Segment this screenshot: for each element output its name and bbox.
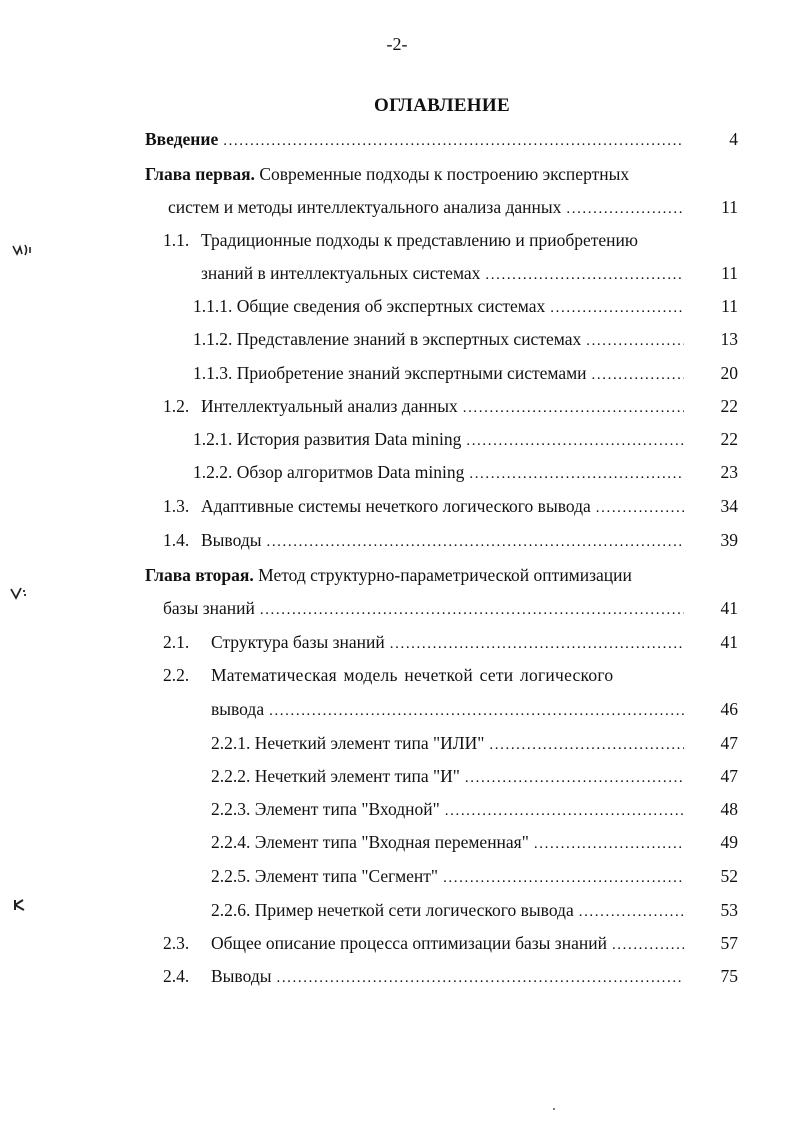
toc-subsection-2-2-3[interactable]: [211, 797, 684, 821]
section-1-3-page: 34: [720, 496, 738, 516]
section-1-1-page: 11: [721, 263, 738, 283]
toc-subsection-2-2-6[interactable]: [211, 898, 684, 922]
section-title-line2: знаний в интеллектуальных системах: [201, 263, 481, 283]
chapter-2-title-line2: базы знаний: [163, 598, 255, 618]
chapter-2-page: 41: [720, 598, 738, 618]
leader-dots: [465, 766, 684, 790]
subsection-label: 1.1.3. Приобретение знаний экспертными системами: [193, 363, 587, 383]
leader-dots: [592, 363, 684, 387]
section-number: 1.4.: [163, 530, 190, 550]
chapter-1-title-line2: систем и методы интеллектуального анализа данных: [168, 197, 562, 217]
section-label: Структура базы знаний: [211, 632, 385, 652]
subsection-2-2-5-page: 52: [720, 866, 738, 886]
toc-section-1-1-line2[interactable]: [201, 261, 684, 285]
toc-subsection-1-2-2[interactable]: [193, 460, 684, 484]
toc-subsection-1-1-3[interactable]: [193, 361, 684, 385]
leader-dots: [276, 966, 684, 990]
subsection-2-2-3-page: 48: [720, 799, 738, 819]
toc-section-1-2[interactable]: [163, 394, 684, 418]
section-number: 2.2.: [163, 665, 190, 685]
section-title-line2: вывода: [211, 699, 265, 719]
section-label: Общее описание процесса оптимизации базы знаний: [211, 933, 607, 953]
chapter-1-title-line1: Современные подходы к построению экспертных: [259, 164, 630, 184]
scan-mark: [12, 897, 32, 918]
leader-dots: [579, 900, 684, 924]
leader-dots: [266, 530, 684, 554]
leader-dots: [550, 296, 684, 320]
toc-chapter-2-line1[interactable]: [145, 563, 632, 587]
subsection-2-2-6-page: 53: [720, 900, 738, 920]
scan-mark: [11, 242, 35, 263]
toc-section-2-1[interactable]: [163, 630, 684, 654]
subsection-1-1-1-page: 11: [721, 296, 738, 316]
section-2-2-page: 46: [720, 699, 738, 719]
subsection-1-2-2-page: 23: [720, 462, 738, 482]
chapter-1-label: Глава первая.: [145, 164, 255, 184]
section-number: 2.1.: [163, 632, 190, 652]
toc-subsection-2-2-1[interactable]: [211, 731, 684, 755]
leader-dots: [269, 699, 684, 723]
chapter-1-page: 11: [721, 197, 738, 217]
toc-section-2-4[interactable]: [163, 964, 684, 988]
section-label: Адаптивные системы нечеткого логического вывода: [201, 496, 591, 516]
chapter-2-title-line1: Метод структурно-параметрической оптимизации: [258, 565, 632, 585]
section-number: 2.3.: [163, 933, 190, 953]
section-number: 1.1.: [163, 230, 190, 250]
chapter-2-label: Глава вторая.: [145, 565, 254, 585]
page-number: -2-: [386, 34, 408, 54]
section-number: 2.4.: [163, 966, 190, 986]
section-2-1-page: 41: [720, 632, 738, 652]
toc-chapter-1-line2[interactable]: [168, 195, 684, 219]
toc-entry-intro[interactable]: [145, 127, 684, 151]
scan-speck: [552, 1100, 556, 1116]
leader-dots: [566, 197, 684, 221]
subsection-label: 2.2.3. Элемент типа "Входной": [211, 799, 440, 819]
section-label: Выводы: [201, 530, 262, 550]
leader-dots: [223, 129, 684, 153]
leader-dots: [443, 866, 684, 890]
leader-dots: [469, 462, 684, 486]
section-title-line1: Математическая модель нечеткой сети логического: [211, 665, 614, 685]
leader-dots: [489, 733, 684, 757]
toc-subsection-1-1-2[interactable]: [193, 327, 684, 351]
toc-subsection-2-2-2[interactable]: [211, 764, 684, 788]
leader-dots: [612, 933, 684, 957]
subsection-label: 2.2.1. Нечеткий элемент типа "ИЛИ": [211, 733, 485, 753]
toc-section-2-3[interactable]: [163, 931, 684, 955]
leader-dots: [390, 632, 684, 656]
subsection-label: 1.2.2. Обзор алгоритмов Data mining: [193, 462, 465, 482]
subsection-2-2-4-page: 49: [720, 832, 738, 852]
section-1-2-page: 22: [720, 396, 738, 416]
toc-intro-label: Введение: [145, 129, 219, 149]
leader-dots: [534, 832, 684, 856]
subsection-label: 2.2.2. Нечеткий элемент типа "И": [211, 766, 460, 786]
toc-chapter-2-line2[interactable]: [163, 596, 684, 620]
toc-section-1-3[interactable]: [163, 494, 684, 518]
toc-title: ОГЛАВЛЕНИЕ: [374, 95, 510, 116]
subsection-label: 2.2.5. Элемент типа "Сегмент": [211, 866, 439, 886]
subsection-label: 1.1.1. Общие сведения об экспертных системах: [193, 296, 546, 316]
leader-dots: [463, 396, 684, 420]
toc-section-1-4[interactable]: [163, 528, 684, 552]
subsection-1-2-1-page: 22: [720, 429, 738, 449]
subsection-label: 1.1.2. Представление знаний в экспертных системах: [193, 329, 582, 349]
section-2-3-page: 57: [720, 933, 738, 953]
toc-subsection-1-1-1[interactable]: [193, 294, 684, 318]
toc-intro-page: 4: [729, 129, 738, 149]
section-title-line1: Традиционные подходы к представлению и приобретению: [201, 230, 638, 250]
section-label: Интеллектуальный анализ данных: [201, 396, 458, 416]
leader-dots: [596, 496, 684, 520]
section-number: 1.2.: [163, 396, 190, 416]
toc-subsection-1-2-1[interactable]: [193, 427, 684, 451]
toc-section-2-2-line1[interactable]: [163, 663, 613, 687]
section-number: 1.3.: [163, 496, 190, 516]
subsection-2-2-2-page: 47: [720, 766, 738, 786]
leader-dots: [445, 799, 684, 823]
subsection-2-2-1-page: 47: [720, 733, 738, 753]
toc-section-2-2-line2[interactable]: [211, 697, 684, 721]
toc-subsection-2-2-5[interactable]: [211, 864, 684, 888]
scan-mark: [9, 585, 31, 606]
section-2-4-page: 75: [720, 966, 738, 986]
subsection-1-1-3-page: 20: [720, 363, 738, 383]
toc-section-1-1-line1[interactable]: [163, 228, 638, 252]
subsection-1-1-2-page: 13: [720, 329, 738, 349]
leader-dots: [260, 598, 684, 622]
subsection-label: 1.2.1. История развития Data mining: [193, 429, 462, 449]
toc-subsection-2-2-4[interactable]: [211, 830, 684, 854]
leader-dots: [586, 329, 684, 353]
section-1-4-page: 39: [720, 530, 738, 550]
subsection-label: 2.2.6. Пример нечеткой сети логического вывода: [211, 900, 574, 920]
subsection-label: 2.2.4. Элемент типа "Входная переменная": [211, 832, 529, 852]
toc-chapter-1-line1[interactable]: [145, 162, 629, 186]
section-label: Выводы: [211, 966, 272, 986]
leader-dots: [466, 429, 684, 453]
leader-dots: [485, 263, 684, 287]
